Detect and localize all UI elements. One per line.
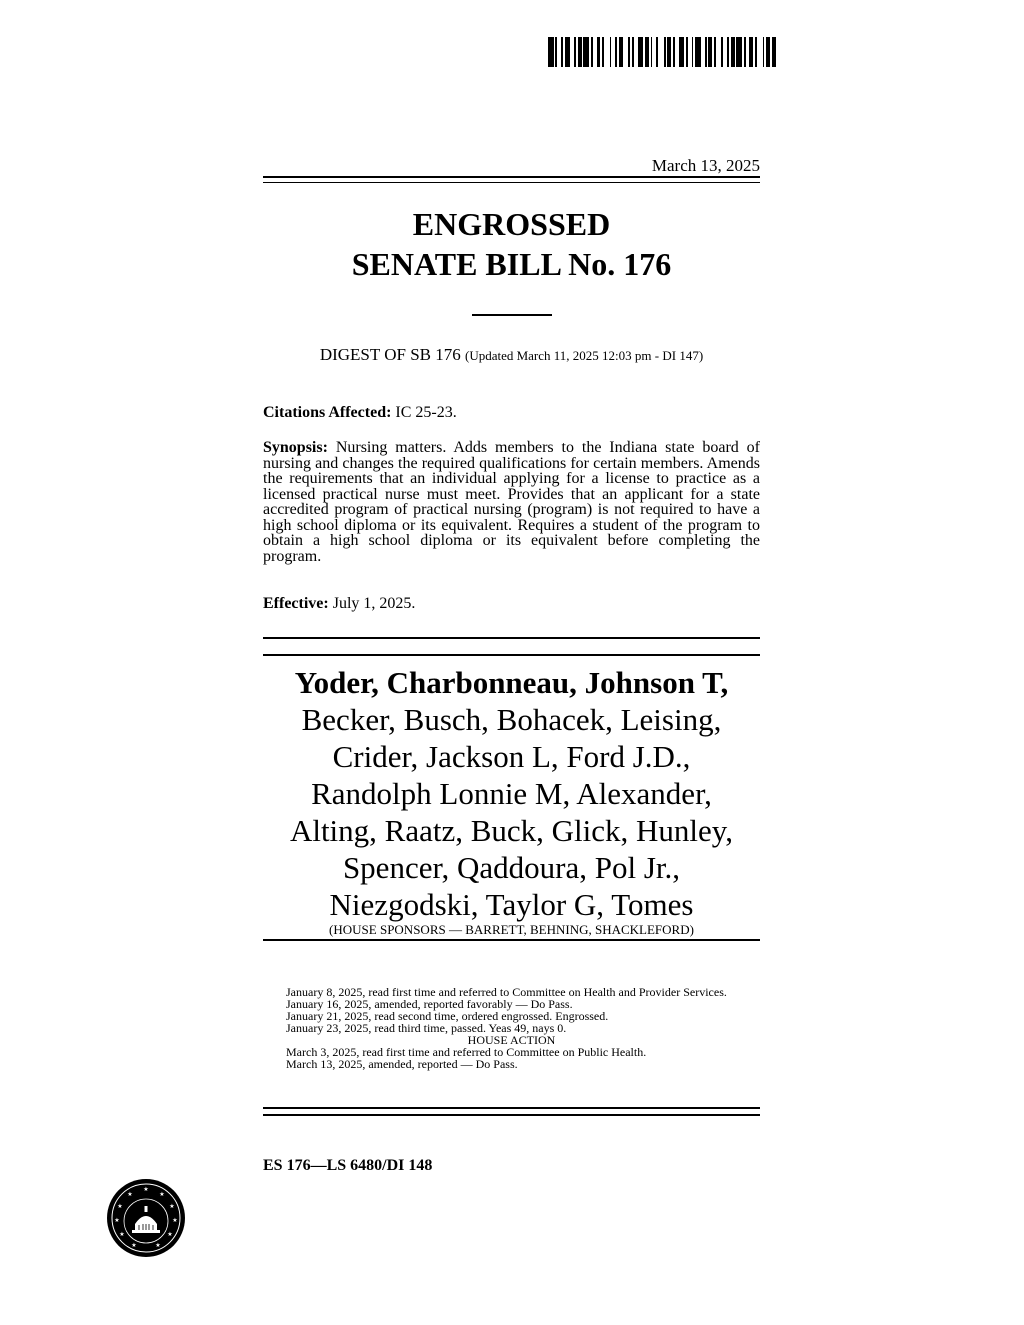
svg-text:★: ★ bbox=[143, 1186, 149, 1193]
svg-text:★: ★ bbox=[167, 1231, 173, 1238]
barcode-bar bbox=[776, 37, 782, 67]
document-date: March 13, 2025 bbox=[651, 156, 760, 175]
synopsis-label: Synopsis: bbox=[263, 439, 328, 456]
citations-affected bbox=[263, 405, 760, 421]
legislative-history bbox=[263, 986, 760, 1070]
header-rule-bottom bbox=[263, 182, 760, 183]
svg-text:★: ★ bbox=[172, 1217, 178, 1224]
history-entry: January 23, 2025, read third time, passed. Yeas 49, nays 0. bbox=[286, 1021, 567, 1035]
bill-title-line2: SENATE BILL No. 176 bbox=[351, 246, 672, 282]
citations-text: IC 25-23. bbox=[395, 404, 457, 421]
history-rule-top bbox=[263, 1107, 760, 1109]
digest-title: DIGEST OF SB 176 bbox=[319, 345, 461, 364]
title-underline bbox=[472, 314, 552, 316]
history-entry: January 16, 2025, amended, reported favorably — Do Pass. bbox=[286, 997, 573, 1011]
sponsor-rule-second bbox=[263, 654, 760, 656]
svg-text:★: ★ bbox=[169, 1203, 175, 1210]
effective-text: July 1, 2025. bbox=[332, 595, 416, 612]
synopsis-text: Nursing matters. Adds members to the Indiana state board of nursing and changes the required qualifications for certain members. Amends the requirements that an individual applying for a license to practice as a licensed practical nurse must meet. Provides that an applicant for a state accredited program of practical nursing (program) is not required to have a high school diploma or its equivalent. Requires a student of the program to obtain a high school diploma or its equivalent before completing the program. bbox=[263, 439, 760, 565]
history-rule-bottom bbox=[263, 1114, 760, 1116]
effective-label: Effective: bbox=[263, 595, 329, 612]
bill-code: ES 176—LS 6480/DI 148 bbox=[263, 1157, 433, 1174]
state-seal-icon bbox=[106, 1178, 186, 1258]
sponsor-rule-top bbox=[263, 637, 760, 639]
svg-text:★: ★ bbox=[114, 1217, 120, 1224]
sponsor-line: Crider, Jackson L, Ford J.D., bbox=[332, 739, 691, 774]
sponsor-rule-bottom bbox=[263, 939, 760, 941]
history-entry: March 3, 2025, read first time and referred to Committee on Public Health. bbox=[286, 1045, 647, 1059]
effective-date bbox=[263, 596, 760, 612]
svg-text:★: ★ bbox=[155, 1242, 161, 1249]
digest-heading bbox=[263, 345, 760, 365]
sponsor-main-authors: Yoder, Charbonneau, Johnson T, bbox=[294, 665, 729, 700]
sponsor-line: Randolph Lonnie M, Alexander, bbox=[311, 776, 712, 811]
sponsor-line: Spencer, Qaddoura, Pol Jr., bbox=[342, 850, 681, 885]
header-rule-top bbox=[263, 176, 760, 178]
citations-label: Citations Affected: bbox=[263, 404, 392, 421]
history-entry: January 21, 2025, read second time, ordered engrossed. Engrossed. bbox=[286, 1009, 609, 1023]
house-sponsors: (HOUSE SPONSORS — BARRETT, BEHNING, SHACKLEFORD) bbox=[329, 922, 694, 937]
svg-text:★: ★ bbox=[117, 1203, 123, 1210]
sponsor-line: Niezgodski, Taylor G, Tomes bbox=[329, 887, 694, 922]
svg-text:★: ★ bbox=[159, 1191, 165, 1198]
history-entry: January 8, 2025, read first time and referred to Committee on Health and Provider Services. bbox=[286, 985, 727, 999]
house-action-heading: HOUSE ACTION bbox=[467, 1033, 556, 1047]
svg-text:★: ★ bbox=[127, 1191, 133, 1198]
svg-text:★: ★ bbox=[131, 1242, 137, 1249]
barcode bbox=[548, 37, 782, 67]
history-entry: March 13, 2025, amended, reported — Do Pass. bbox=[286, 1057, 518, 1071]
synopsis bbox=[263, 440, 760, 564]
sponsor-line: Becker, Busch, Bohacek, Leising, bbox=[301, 702, 722, 737]
bill-title-line1: ENGROSSED bbox=[412, 206, 611, 242]
sponsors bbox=[263, 664, 760, 937]
sponsor-line: Alting, Raatz, Buck, Glick, Hunley, bbox=[289, 813, 734, 848]
digest-updated: (Updated March 11, 2025 12:03 pm - DI 147) bbox=[464, 348, 704, 363]
svg-text:★: ★ bbox=[119, 1231, 125, 1238]
